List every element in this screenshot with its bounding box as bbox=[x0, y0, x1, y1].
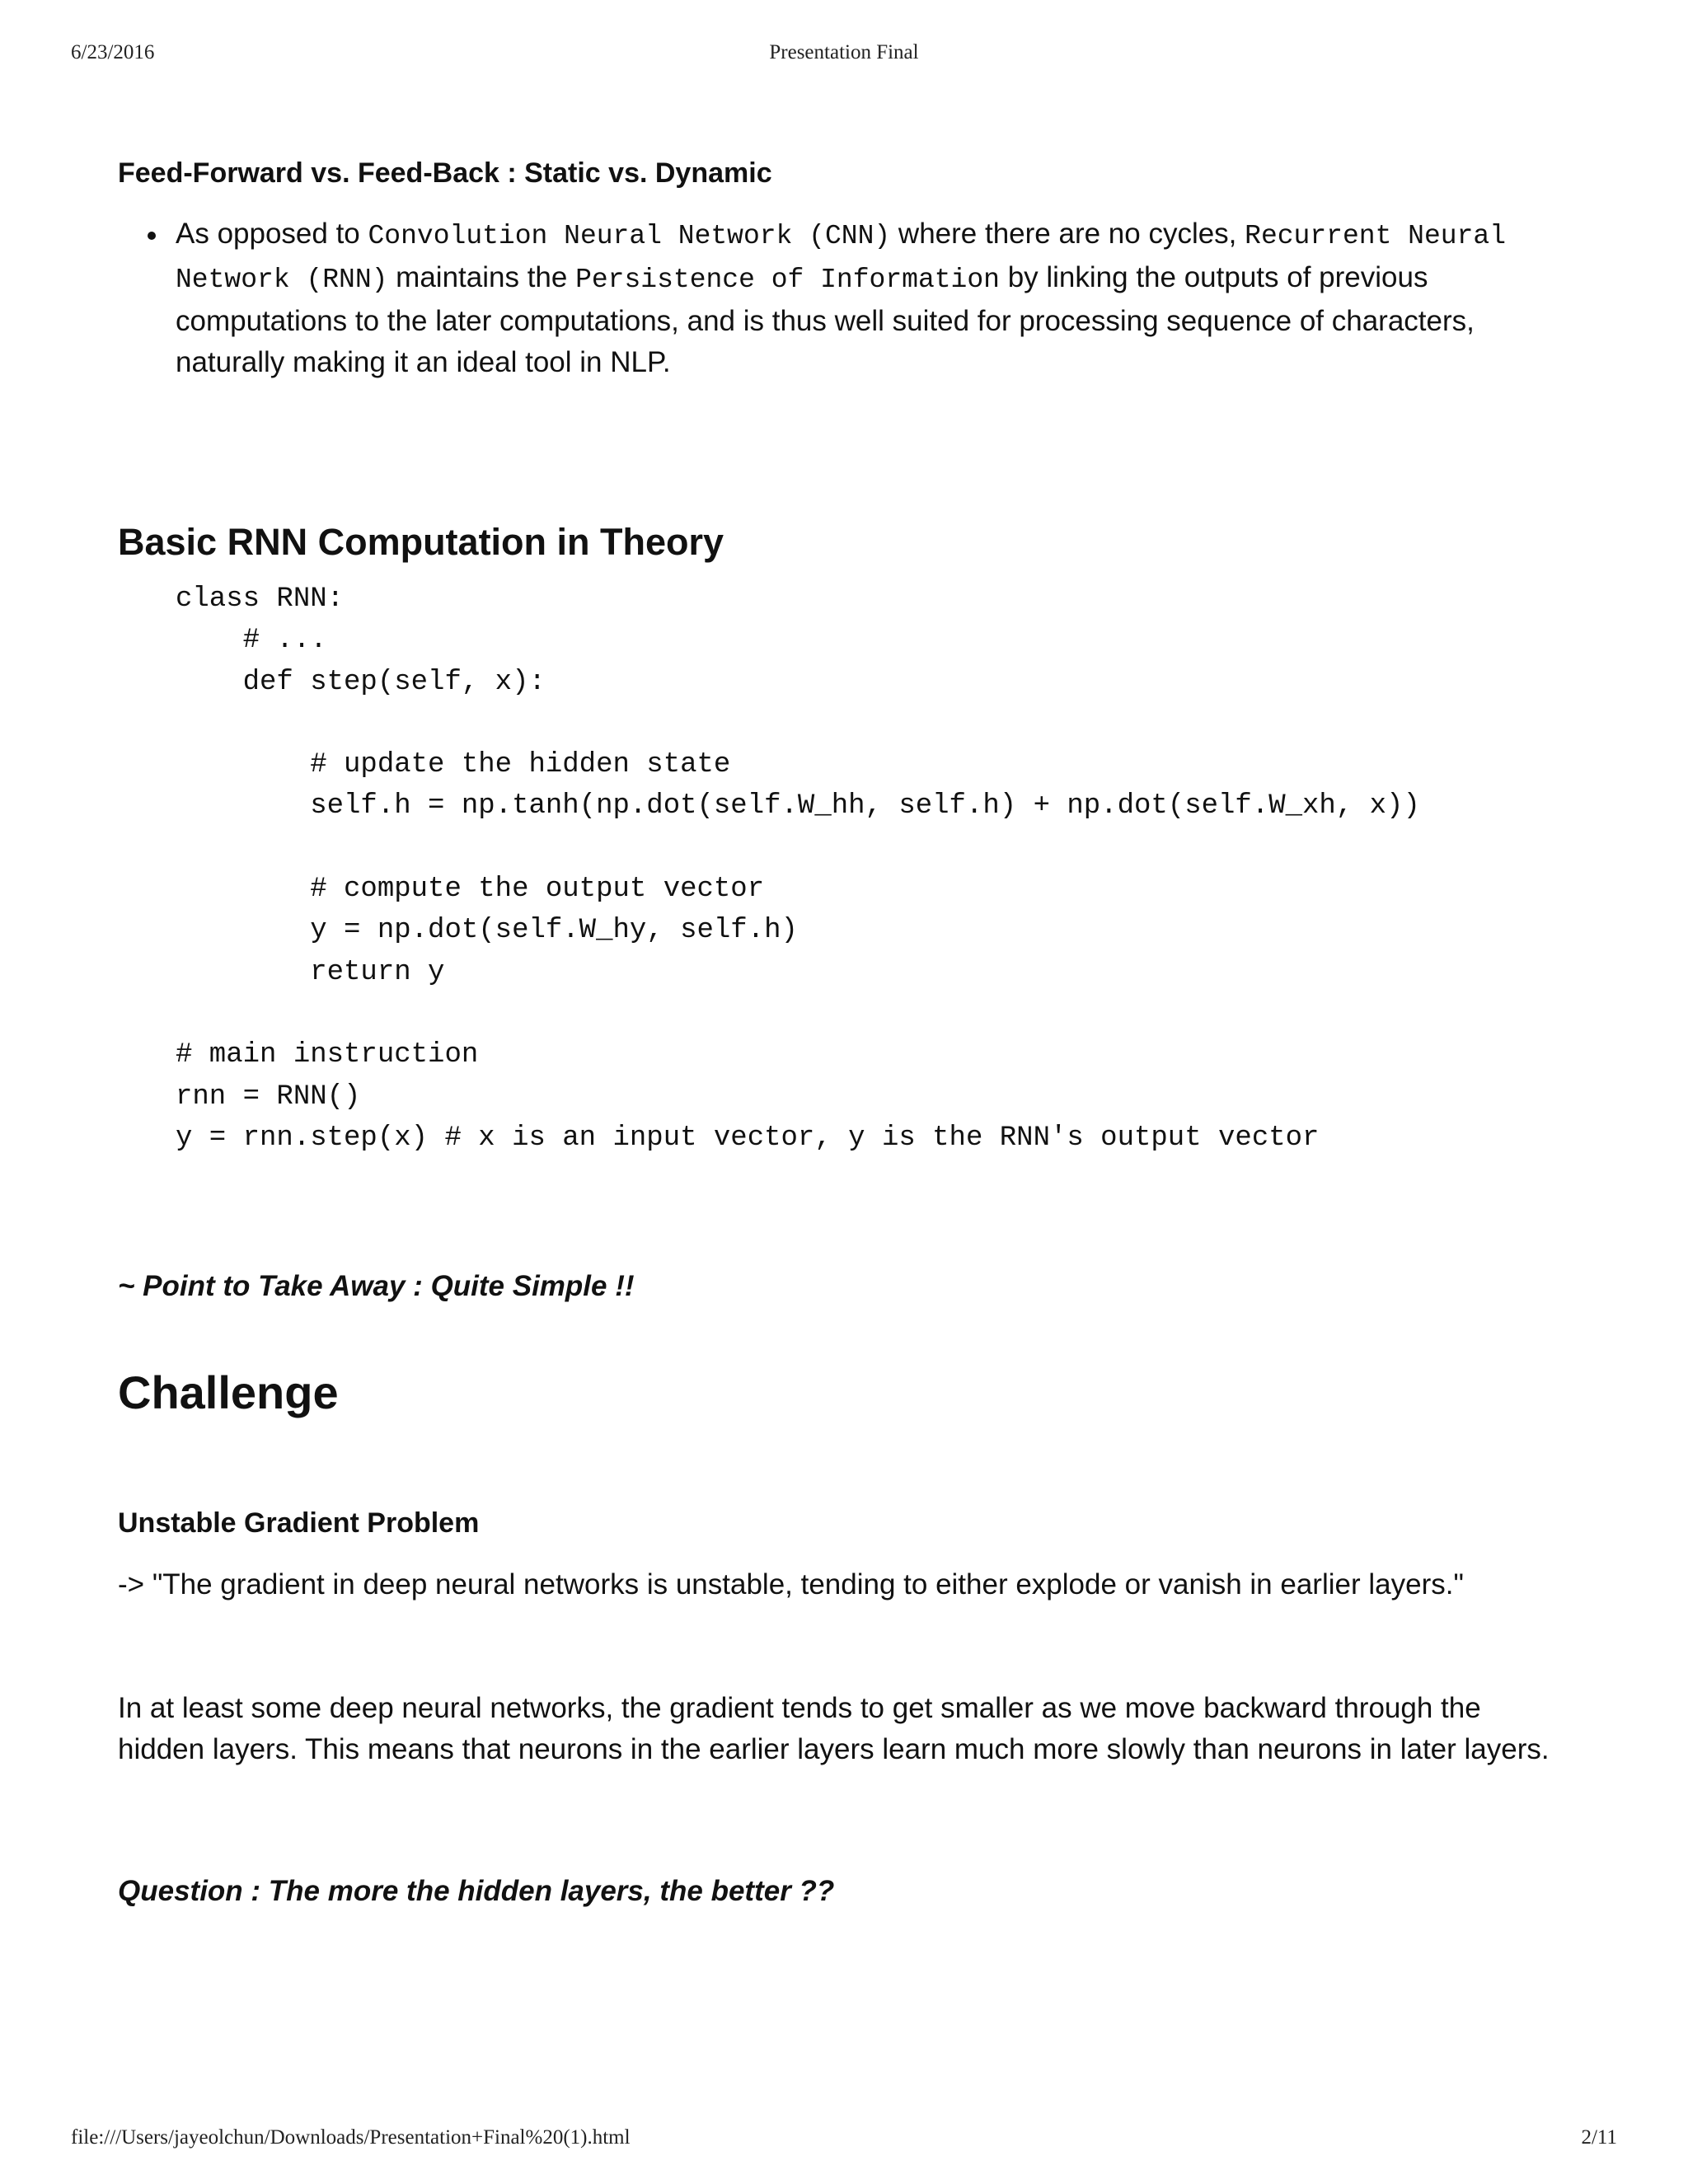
page-header bbox=[0, 41, 1688, 68]
header-title: Presentation Final bbox=[769, 41, 919, 63]
bullet-list bbox=[118, 213, 1570, 383]
section-heading-rnn-theory: Basic RNN Computation in Theory bbox=[118, 521, 724, 563]
code-rnn: Recurrent Neural Network (RNN) bbox=[176, 221, 1506, 295]
footer-path: file:///Users/jayeolchun/Downloads/Presentation+Final%20(1).html bbox=[71, 2126, 631, 2149]
section-heading-feedforward: Feed-Forward vs. Feed-Back : Static vs. Dynamic bbox=[118, 157, 772, 189]
code-cnn: Convolution Neural Network (CNN) bbox=[368, 221, 891, 251]
bullet-text-2: where there are no cycles, bbox=[890, 218, 1245, 250]
footer-page-number: 2/11 bbox=[1581, 2126, 1617, 2149]
bullet-text-4: by linking the outputs of previous computations to the later computations, and is thus well suited for processing sequence of characters, naturally making it an ideal tool in NLP. bbox=[176, 261, 1475, 378]
bullet-text-1: As opposed to bbox=[176, 218, 368, 250]
document-body bbox=[118, 153, 1570, 1912]
list-item bbox=[118, 213, 1570, 383]
code-persistence: Persistence of Information bbox=[575, 265, 1000, 295]
subheading-unstable-gradient: Unstable Gradient Problem bbox=[118, 1507, 480, 1540]
quote-gradient: -> "The gradient in deep neural networks is unstable, tending to either explode or vanish in earlier layers." bbox=[118, 1568, 1464, 1601]
code-block: class RNN: # ... def step(self, x): # update the hidden state self.h = np.tanh(np.dot(self.W_hh, self.h) + np.dot(self.W_xh, x)) # compute the output vector y = np.dot(self.W_hy, self.h) return y # main instruction rnn = RNN() y = rnn.step(x) # x is an input vector, y is the RNN's output vector bbox=[176, 583, 1420, 1154]
header-date: 6/23/2016 bbox=[71, 41, 155, 63]
question-hidden-layers: Question : The more the hidden layers, the better ?? bbox=[118, 1875, 835, 1908]
bullet-text-3: maintains the bbox=[387, 261, 576, 293]
takeaway-note: ~ Point to Take Away : Quite Simple !! bbox=[118, 1270, 635, 1303]
page-footer bbox=[0, 2126, 1688, 2153]
section-heading-challenge: Challenge bbox=[118, 1366, 339, 1419]
paragraph-gradient: In at least some deep neural networks, the gradient tends to get smaller as we move backward through the hidden layers. This means that neurons in the earlier layers learn much more slowly than neurons in later layers. bbox=[118, 1692, 1550, 1766]
